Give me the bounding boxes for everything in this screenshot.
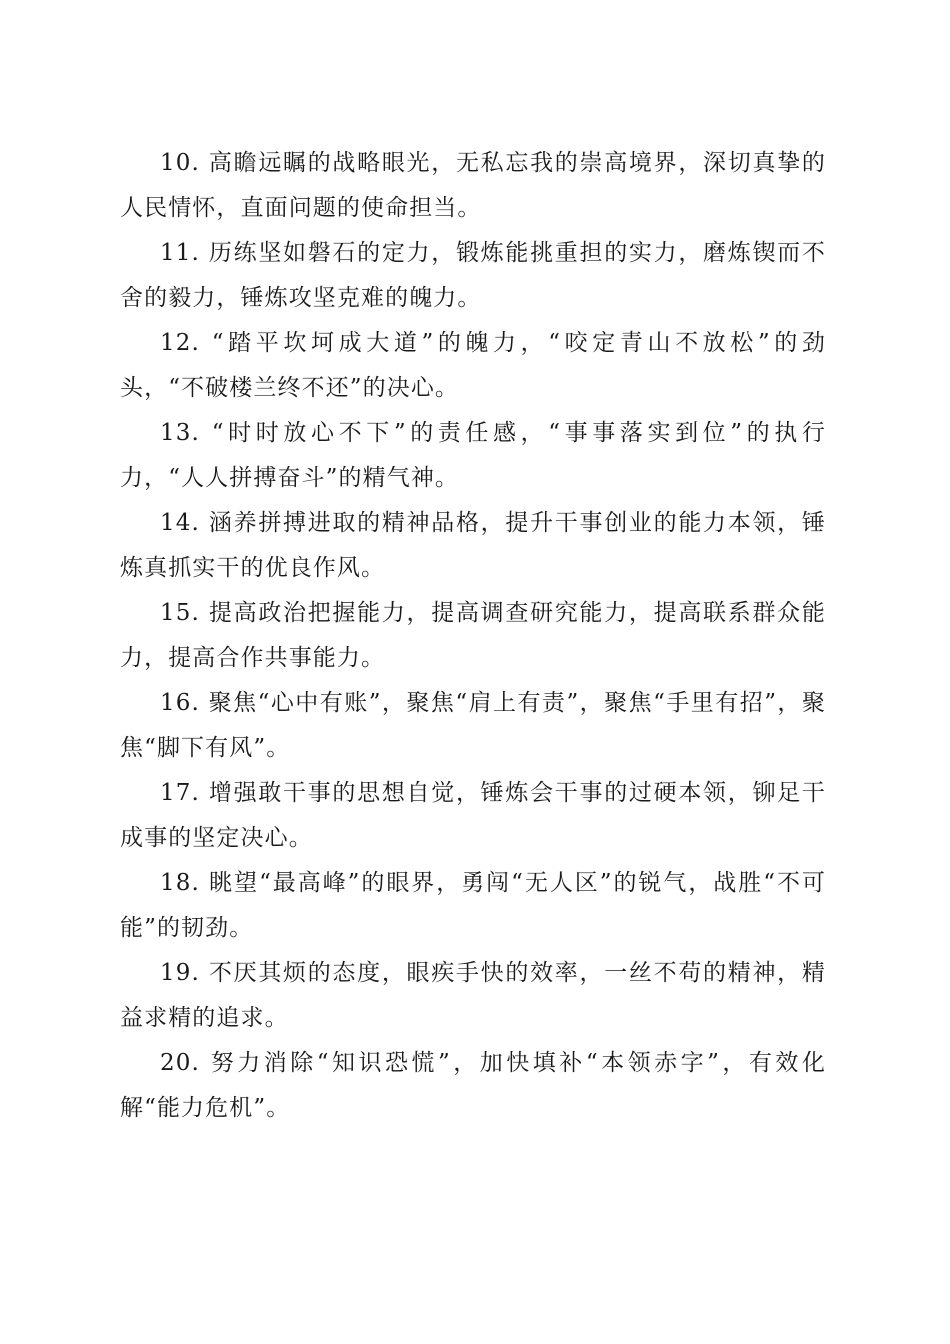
list-item-15: 15. 提高政治把握能力，提高调查研究能力，提高联系群众能力，提高合作共事能力。 (120, 600, 826, 671)
list-item-13: 13. “时时放心不下”的责任感，“事事落实到位”的执行力，“人人拼搏奋斗”的精气神。 (120, 420, 826, 491)
list-item-11: 11. 历练坚如磐石的定力，锻炼能挑重担的实力，磨炼锲而不舍的毅力，锤炼攻坚克难的魄力。 (120, 240, 826, 311)
list-item-19: 19. 不厌其烦的态度，眼疾手快的效率，一丝不苟的精神，精益求精的追求。 (120, 960, 826, 1031)
list-item-16: 16. 聚焦“心中有账”，聚焦“肩上有责”，聚焦“手里有招”，聚焦“脚下有风”。 (120, 690, 826, 761)
list-item-18: 18. 眺望“最高峰”的眼界，勇闯“无人区”的锐气，战胜“不可能”的韧劲。 (120, 870, 826, 941)
list-item-17: 17. 增强敢干事的思想自觉，锤炼会干事的过硬本领，铆足干成事的坚定决心。 (120, 780, 826, 851)
list-item-20: 20. 努力消除“知识恐慌”，加快填补“本领赤字”，有效化解“能力危机”。 (120, 1050, 826, 1121)
list-item-12: 12. “踏平坎坷成大道”的魄力，“咬定青山不放松”的劲头，“不破楼兰终不还”的决心。 (120, 330, 826, 401)
list-item-10: 10. 高瞻远瞩的战略眼光，无私忘我的崇高境界，深切真挚的人民情怀，直面问题的使命担当。 (120, 150, 826, 221)
document-body (120, 141, 826, 1131)
list-item-14: 14. 涵养拼搏进取的精神品格，提升干事创业的能力本领，锤炼真抓实干的优良作风。 (120, 510, 826, 581)
